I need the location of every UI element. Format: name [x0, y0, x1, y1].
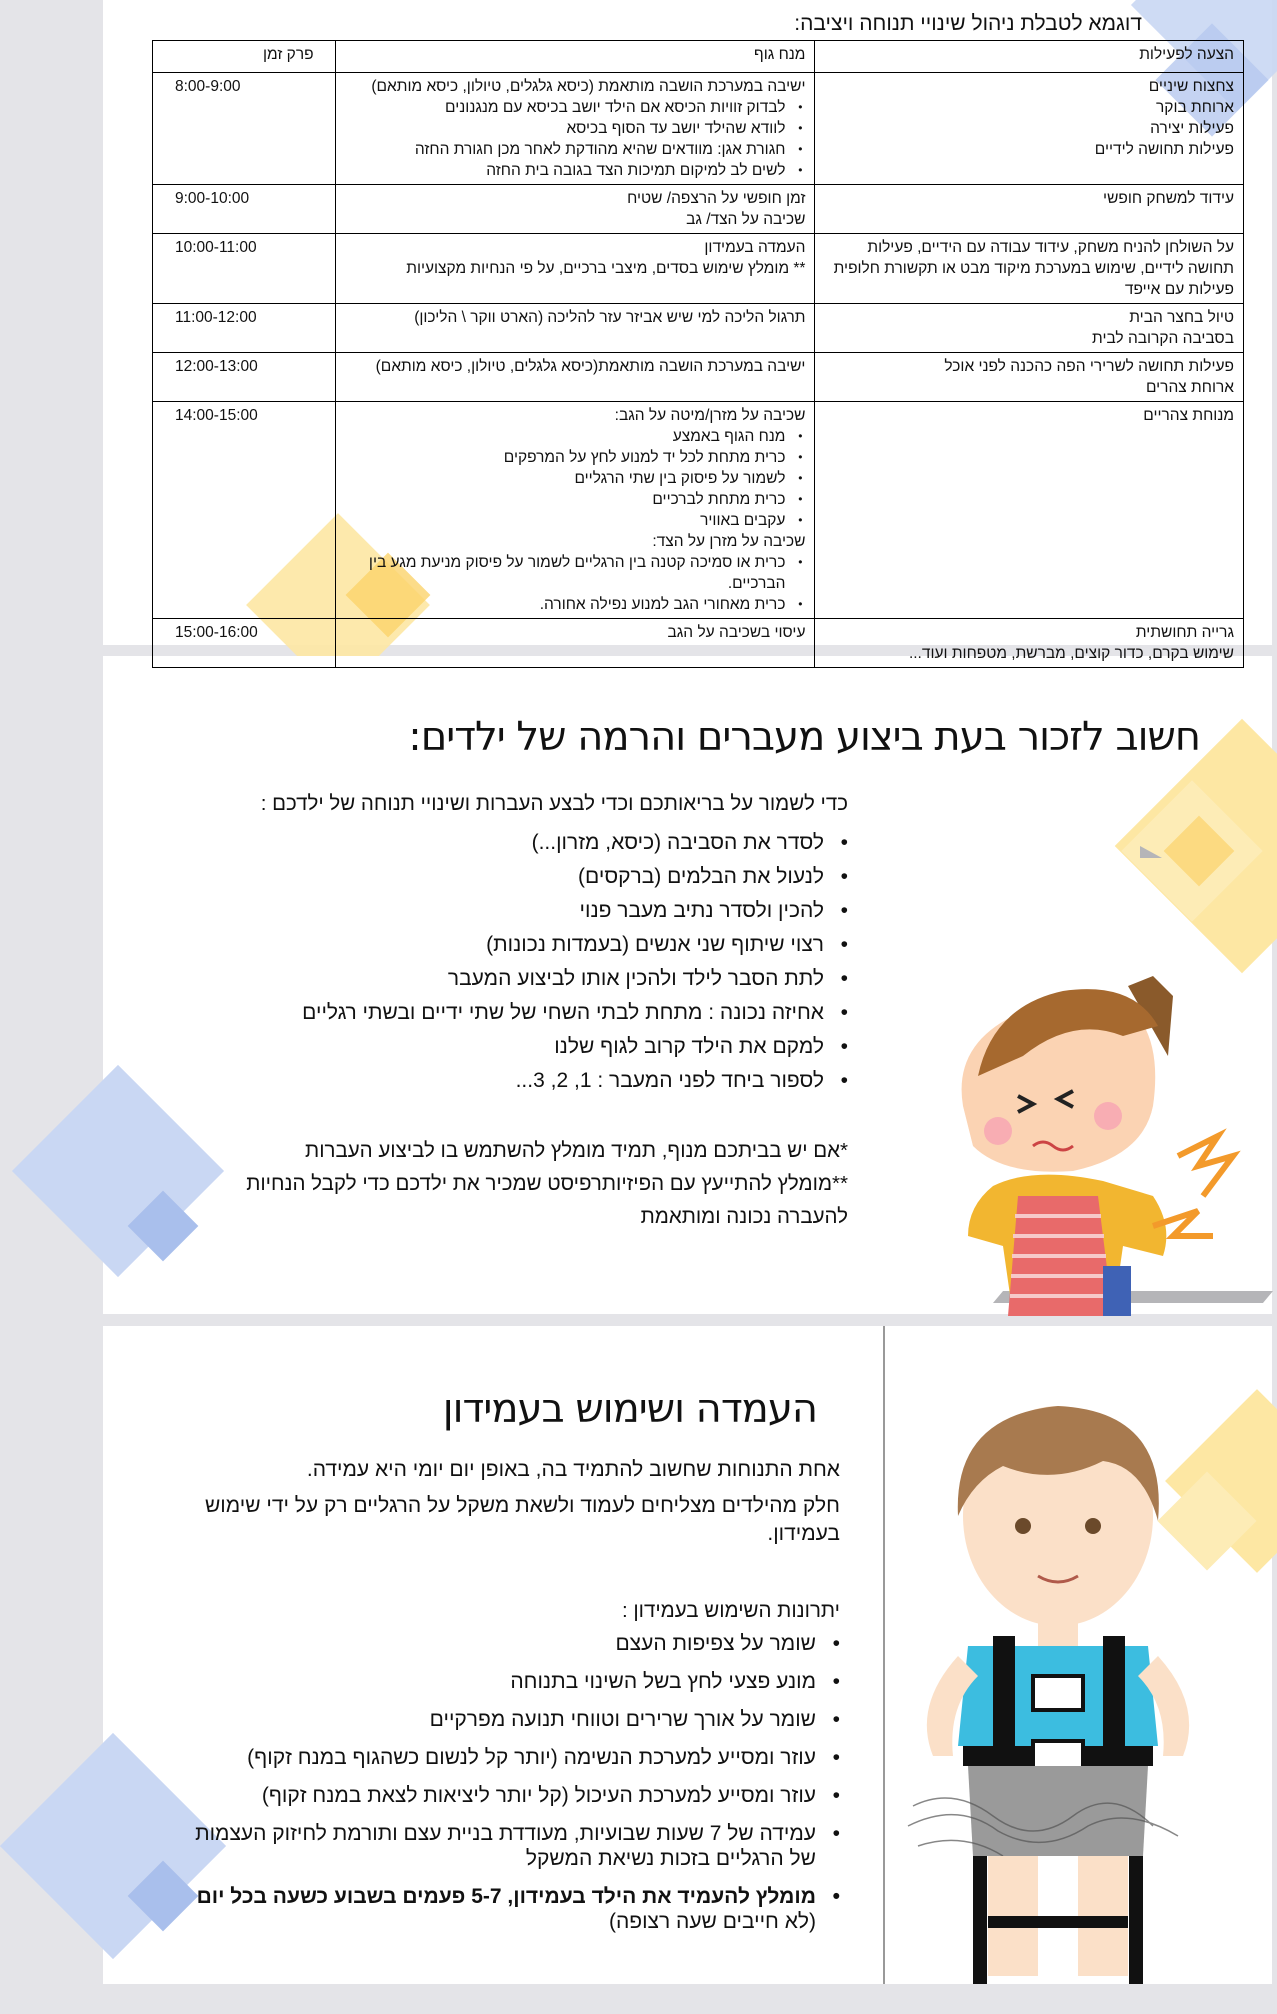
cell-position	[335, 234, 815, 304]
table-header-row	[153, 41, 1244, 73]
position-bullet: • עקבים באוויר	[345, 510, 786, 531]
position-line: זמן חופשי על הרצפה/ שטיח	[627, 190, 806, 207]
cell-activity	[815, 185, 1244, 234]
position-line: שכיבה על הצד/ גב	[686, 211, 806, 228]
list-item: • שומר על צפיפות העצם	[180, 1631, 840, 1656]
activity-line: עידוד למשחק חופשי	[1103, 190, 1234, 207]
advantages-heading: יתרונות השימוש בעמידון :	[621, 1599, 840, 1622]
table-row	[153, 234, 1244, 304]
list-item: • רצוי שיתוף שני אנשים (בעמדות נכונות)	[302, 928, 848, 962]
table-row	[153, 185, 1244, 234]
cell-activity	[815, 304, 1244, 353]
cell-time: 9:00-10:00	[153, 185, 336, 234]
table-row	[153, 353, 1244, 402]
position-bullet: • כרית מתחת לברכיים	[345, 489, 786, 510]
note-line: **מומלץ להתייעץ עם הפיזיותרפיסט שמכיר את ילדכם כדי לקבל הנחיות	[246, 1172, 848, 1195]
activity-line: ארוחת בוקר	[1156, 99, 1234, 116]
list-item: • לתת הסבר לילד ולהכין אותו לביצוע המעבר	[302, 962, 848, 996]
list-item: • לנעול את הבלמים (ברקסים)	[302, 860, 848, 894]
activity-line: צחצוח שיניים	[1148, 78, 1234, 95]
position-bullet: • לשים לב למיקום תמיכות הצד בגובה בית החזה	[345, 160, 786, 181]
cell-activity	[815, 234, 1244, 304]
paragraph: אחת התנוחות שחשוב להתמיד בה, באופן יום יומי היא עמידה.	[306, 1458, 840, 1481]
table-row	[153, 619, 1244, 668]
list-item: • להכין ולסדר נתיב מעבר פנוי	[302, 894, 848, 928]
cell-position	[335, 185, 815, 234]
table-row	[153, 402, 1244, 619]
position-bullets	[345, 426, 806, 531]
note-line: *אם יש בביתכם מנוף, תמיד מומלץ להשתמש בו לביצוע העברות	[305, 1139, 848, 1162]
slide-title: חשוב לזכור בעת ביצוע מעברים והרמה של ילדים:	[408, 714, 1200, 760]
slide-stander	[103, 1326, 1272, 1984]
header-position: מנח גוף	[335, 41, 815, 73]
position-bullet: • חגורת אגן: מוודאים שהיא מהודקת לאחר מכן חגורת החזה	[345, 139, 786, 160]
activity-line: בסביבה הקרובה לבית	[1092, 330, 1234, 347]
cell-activity	[815, 353, 1244, 402]
list-item: • למקם את הילד קרוב לגוף שלנו	[302, 1030, 848, 1064]
activity-line: פעילות תחושה לשרירי הפה כהכנה לפני אוכל	[944, 358, 1234, 375]
list-item: • אחיזה נכונה : מתחת לבתי השחי של שתי ידיים ובשתי רגליים	[302, 996, 848, 1030]
position-bullet: • לשמור על פיסוק בין שתי הרגליים	[345, 468, 786, 489]
list-item-recommendation	[180, 1884, 840, 1934]
paragraph: חלק מהילדים מצליחים לעמוד ולשאת משקל על הרגליים רק על ידי שימוש בעמידון.	[204, 1494, 840, 1545]
activity-line: ארוחת צהרים	[1145, 379, 1234, 396]
position-line: ישיבה במערכת הושבה מותאמת (כיסא גלגלים, טיולון, כיסא מותאם)	[371, 78, 806, 95]
position-line: ** מומלץ שימוש בסדים, מיצבי ברכיים, על פי הנחיות מקצועיות	[406, 260, 806, 277]
activity-line: טיול בחצר הבית	[1129, 309, 1234, 326]
slide-schedule	[103, 0, 1272, 662]
position-line: תרגול הליכה למי שיש אביזר עזר להליכה (הארט ווקר \ הליכון)	[414, 309, 806, 326]
position-bullet: • כרית מאחורי הגב למנוע נפילה אחורה.	[345, 594, 786, 615]
notes	[246, 1134, 848, 1233]
list-item: • עמידה של 7 שעות שבועיות, מעודדת בניית עצם ותורמת לחיזוק העצמות של הרגליים בזכות נשיאת המשקל	[180, 1821, 840, 1871]
back-pain-illustration	[923, 896, 1253, 1316]
cell-position	[335, 402, 815, 619]
cell-time: 11:00-12:00	[153, 304, 336, 353]
cell-activity	[815, 619, 1244, 668]
activity-line: פעילות עם אייפד	[1124, 281, 1234, 298]
cell-position	[335, 73, 815, 185]
cell-time: 10:00-11:00	[153, 234, 336, 304]
header-activity: הצעה לפעילות	[815, 41, 1244, 73]
blue-decoration	[12, 1065, 224, 1277]
table-title: דוגמא לטבלת ניהול שינויי תנוחה ויציבה:	[794, 12, 1142, 35]
cell-position	[335, 353, 815, 402]
cell-position	[335, 619, 815, 668]
list-item: • לסדר את הסביבה (כיסא, מזרון...)	[302, 826, 848, 860]
list-item: • לספור ביחד לפני המעבר : 1, 2, 3...	[302, 1064, 848, 1098]
cell-time: 12:00-13:00	[153, 353, 336, 402]
note-line: להעברה נכונה ומותאמת	[640, 1205, 848, 1228]
position-line: עיסוי בשכיבה על הגב	[667, 624, 806, 641]
cell-position	[335, 304, 815, 353]
activity-line: פעילות יצירה	[1150, 120, 1234, 137]
activity-line: גרייה תחושתית	[1135, 624, 1234, 641]
recommendation-note: (לא חייבים שעה רצופה)	[608, 1910, 816, 1933]
transfer-tips-list	[302, 826, 848, 1098]
cell-time: 14:00-15:00	[153, 402, 336, 619]
cell-activity	[815, 73, 1244, 185]
list-item: • שומר על אורך שרירים וטווחי תנועה מפרקיים	[180, 1707, 840, 1732]
schedule-body	[153, 73, 1244, 668]
position-bullet: • לוודא שהילד יושב עד הסוף בכיסא	[345, 118, 786, 139]
list-item: • עוזר ומסייע למערכת הנשימה (יותר קל לנשום כשהגוף במנח זקוף)	[180, 1745, 840, 1770]
position-line: שכיבה על מזרן על הצד:	[652, 533, 806, 550]
table-row	[153, 73, 1244, 185]
activity-line: פעילות תחושה לידיים	[1094, 141, 1234, 158]
intro-paragraphs	[180, 1456, 840, 1556]
child-in-stander-illustration	[893, 1386, 1223, 1984]
schedule-table	[152, 40, 1244, 668]
position-line: שכיבה על מזרן/מיטה על הגב:	[614, 407, 806, 424]
cell-time: 8:00-9:00	[153, 73, 336, 185]
grey-corner	[1140, 846, 1162, 858]
activity-line: תחושה לידיים, שימוש במערכת מיקוד מבט או תקשורת חלופית	[833, 260, 1234, 277]
cell-activity	[815, 402, 1244, 619]
position-bullet: • כרית מתחת לכל יד למנוע לחץ על המרפקים	[345, 447, 786, 468]
list-item: • עוזר ומסייע למערכת העיכול (קל יותר ליציאות לצאת במנח זקוף)	[180, 1783, 840, 1808]
slide-title: העמדה ושימוש בעמידון	[442, 1386, 817, 1432]
position-line: העמדה בעמידון	[704, 239, 806, 256]
position-line: ישיבה במערכת הושבה מותאמת(כיסא גלגלים, טיולון, כיסא מותאם)	[375, 358, 806, 375]
table-row	[153, 304, 1244, 353]
divider	[883, 1326, 885, 1984]
position-bullets	[345, 97, 806, 181]
intro-text: כדי לשמור על בריאותכם וכדי לבצע העברות ושינויי תנוחה של ילדכם :	[260, 792, 848, 815]
list-item: • מונע פצעי לחץ בשל השינוי בתנוחה	[180, 1669, 840, 1694]
recommendation-text: מומלץ להעמיד את הילד בעמידון, 5-7 פעמים בשבוע כשעה בכל יום	[196, 1885, 816, 1908]
advantages-list	[180, 1631, 840, 1947]
slide-transfers	[103, 656, 1272, 1314]
position-bullets	[345, 552, 806, 615]
activity-line: מנוחת צהריים	[1143, 407, 1234, 424]
header-time: פרק זמן	[153, 41, 336, 73]
activity-line: שימוש בקרם, כדור קוצים, מברשת, מטפחות ועוד...	[908, 645, 1234, 662]
position-bullet: • מנח הגוף באמצע	[345, 426, 786, 447]
position-bullet: • לבדוק זוויות הכיסא אם הילד יושב בכיסא עם מנגנונים	[345, 97, 786, 118]
cell-time: 15:00-16:00	[153, 619, 336, 668]
position-bullet: • כרית או סמיכה קטנה בין הרגליים לשמור על פיסוק מניעת מגע בין הברכיים.	[345, 552, 786, 594]
activity-line: על השולחן להניח משחק, עידוד עבודה עם הידיים, פעילות	[867, 239, 1234, 256]
